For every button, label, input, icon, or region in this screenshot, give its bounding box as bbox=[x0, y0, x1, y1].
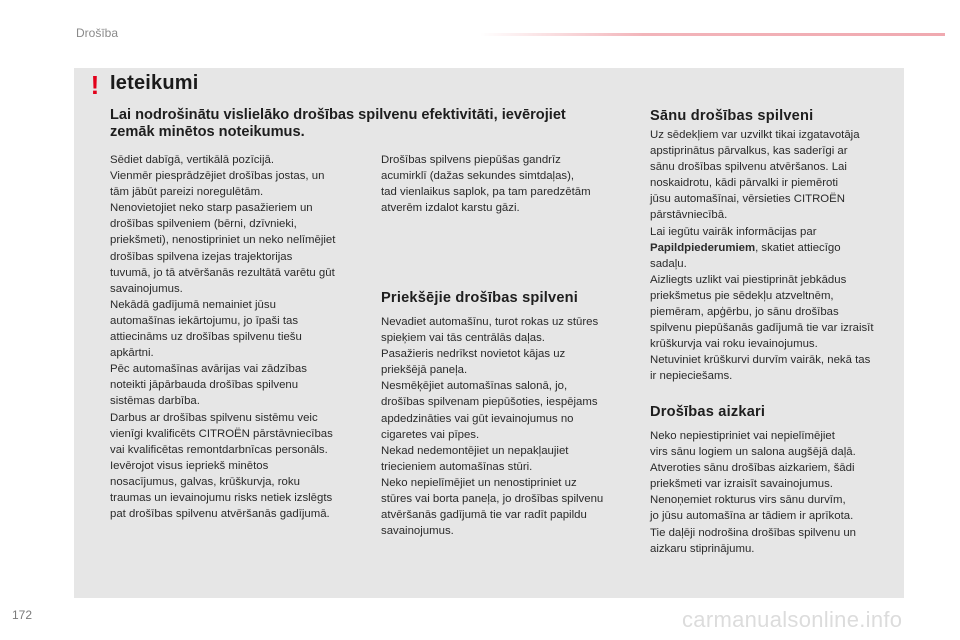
text-line: noteikti jāpārbauda drošības spilvenu bbox=[110, 379, 299, 392]
text-line: Tie daļēji nodrošina drošības spilvenu un bbox=[650, 526, 856, 539]
text-line: Aizliegts uzlikt vai piestiprināt jebkādus bbox=[650, 273, 847, 286]
text-line: priekšmetus pie sēdekļu atzveltnēm, bbox=[650, 289, 834, 302]
column-inflation-info bbox=[381, 152, 636, 216]
text-line: drošības spilveniem (bērni, dzīvnieki, bbox=[110, 218, 297, 231]
text-line: drošības spilvenam piepūšoties, iespējams bbox=[381, 396, 598, 409]
text-line: noskaidrotu, kādi pārvalki ir piemēroti bbox=[650, 177, 839, 190]
text-line: pat drošības spilvenu atvēršanās gadījumā. bbox=[110, 508, 330, 521]
text-line: apkārtni. bbox=[110, 347, 154, 360]
text-line: sadaļu. bbox=[650, 257, 687, 270]
section-label: Drošība bbox=[76, 26, 119, 40]
text-line: Uz sēdekļiem var uzvilkt tikai izgatavotāja bbox=[650, 129, 860, 141]
text-line: Vienmēr piesprādzējiet drošības jostas, un bbox=[110, 170, 325, 183]
side-airbags-text bbox=[650, 127, 900, 385]
text-line: Nekad nedemontējiet un nepakļaujiet bbox=[381, 444, 569, 457]
text-line: apstiprinātus pārvalkus, kas saderīgi ar bbox=[650, 145, 848, 158]
text-line: Nenovietojiet neko starp pasažieriem un bbox=[110, 202, 313, 215]
text-line: priekšmeti var izraisīt savainojumus. bbox=[650, 478, 833, 491]
text-line: virs sānu logiem un salona augšējā daļā. bbox=[650, 446, 856, 459]
text-line: Atveroties sānu drošības aizkariem, šādi bbox=[650, 462, 855, 475]
side-airbags-heading: Sānu drošības spilveni bbox=[650, 108, 814, 124]
text-line: tuvumā, jo tā atvēršanās rezultātā varētu gūt bbox=[110, 266, 335, 279]
page-title: Ieteikumi bbox=[110, 72, 199, 94]
text-line: acumirklī (dažas sekundes simtdaļas), bbox=[381, 170, 575, 183]
text-line: spilvenu piepūšanās gadījumā tie var izraisīt bbox=[650, 322, 874, 335]
front-airbags-heading: Priekšējie drošības spilveni bbox=[381, 290, 579, 306]
text-line: tām jābūt pareizi noregulētām. bbox=[110, 186, 264, 199]
text-line: savainojumus. bbox=[381, 525, 454, 538]
intro-text bbox=[110, 107, 630, 141]
exclamation-icon: ! bbox=[90, 70, 100, 100]
text-line: stūres vai borta paneļa, jo drošības spilvenu bbox=[381, 493, 604, 506]
text-line: ir nepieciešams. bbox=[650, 370, 733, 383]
text-line: atverēm izdalot karstu gāzi. bbox=[381, 202, 520, 215]
text-line: krūškurvja vai roku ievainojumus. bbox=[650, 338, 818, 351]
watermark: carmanualsonline.info bbox=[682, 607, 903, 632]
text-line: vai kvalificētas remontdarbnīcas personāls. bbox=[110, 443, 328, 456]
text-line: Pēc automašīnas avārijas vai zādzības bbox=[110, 363, 307, 376]
text-line: Nekādā gadījumā nemainiet jūsu bbox=[110, 298, 276, 311]
text-line: nosacījumus, galvas, krūškurvja, roku bbox=[110, 475, 300, 488]
text-line: Lai iegūtu vairāk informācijas par bbox=[650, 225, 817, 238]
text-line: Ievērojot visus iepriekš minētos bbox=[110, 459, 269, 472]
page-number: 172 bbox=[12, 608, 33, 622]
text-line: jūsu automašīnai, vērsieties CITROËN bbox=[650, 193, 845, 206]
text-line: aizkaru stiprinājumu. bbox=[650, 542, 755, 555]
text-line: Nevadiet automašīnu, turot rokas uz stūres bbox=[381, 316, 599, 328]
text-line: traumas un ievainojumu risks netiek izslēgts bbox=[110, 491, 333, 504]
text-line: Nenoņemiet rokturus virs sānu durvīm, bbox=[650, 494, 846, 507]
text-line: attiecināms uz drošības spilvenu tiešu bbox=[110, 331, 302, 344]
text-line: vienīgi kvalificēts CITROËN pārstāvniecības bbox=[110, 427, 333, 440]
text-line: drošības spilvena izejas trajektorijas bbox=[110, 250, 293, 263]
accessories-reference: Papildpiederumiem bbox=[650, 241, 756, 254]
text-line: cigaretes vai pīpes. bbox=[381, 428, 480, 441]
text-line: piemēram, apģērbu, jo sānu drošības bbox=[650, 306, 839, 319]
text-line-with-reference bbox=[650, 240, 900, 256]
text-line: Netuviniet krūškurvi durvīm vairāk, nekā tas bbox=[650, 354, 871, 367]
reference-suffix: , skatiet attiecīgo bbox=[755, 241, 841, 254]
text-line: atvēršanās gadījumā tie var radīt papildu bbox=[381, 509, 587, 522]
curtain-airbags-heading: Drošības aizkari bbox=[650, 404, 766, 420]
curtain-airbags-text bbox=[650, 428, 900, 557]
text-line: Nesmēķējiet automašīnas salonā, jo, bbox=[381, 380, 568, 393]
text-line: Neko nepiestipriniet vai nepielīmējiet bbox=[650, 430, 835, 442]
text-line: savainojumus. bbox=[110, 282, 183, 295]
text-line: automašīnas iekārtojumu, jo īpaši tas bbox=[110, 314, 299, 327]
text-line: Sēdiet dabīgā, vertikālā pozīcijā. bbox=[110, 154, 274, 166]
header-accent-rule bbox=[480, 33, 945, 36]
front-airbags-text bbox=[381, 314, 636, 539]
text-line: triecieniem automašīnas stūri. bbox=[381, 460, 533, 473]
text-line: Drošības spilvens piepūšas gandrīz bbox=[381, 154, 561, 166]
intro-line: Lai nodrošinātu vislielāko drošības spilvenu efektivitāti, ievērojiet bbox=[110, 107, 566, 123]
column-general-advice bbox=[110, 152, 365, 522]
text-line: tad vienlaikus saplok, pa tam paredzētām bbox=[381, 186, 591, 199]
text-line: priekšējā paneļa. bbox=[381, 364, 468, 377]
text-line: priekšmeti), nenostipriniet un neko nelīmējiet bbox=[110, 234, 336, 247]
text-line: jo jūsu automašīna ar tādiem ir aprīkota. bbox=[650, 510, 854, 523]
text-line: pārstāvniecībā. bbox=[650, 209, 728, 222]
text-line: sānu drošības spilvenu atvēršanos. Lai bbox=[650, 161, 847, 174]
text-line: sistēmas darbība. bbox=[110, 395, 200, 408]
intro-line: zemāk minētos noteikumus. bbox=[110, 124, 305, 140]
text-line: Neko nepielīmējiet un nenostipriniet uz bbox=[381, 476, 577, 489]
text-line: apdedzināties vai gūt ievainojumus no bbox=[381, 412, 574, 425]
text-line: Pasažieris nedrīkst novietot kājas uz bbox=[381, 348, 566, 361]
text-line: Darbus ar drošības spilvenu sistēmu veic bbox=[110, 411, 318, 424]
text-line: spieķiem vai tās centrālās daļas. bbox=[381, 332, 545, 345]
